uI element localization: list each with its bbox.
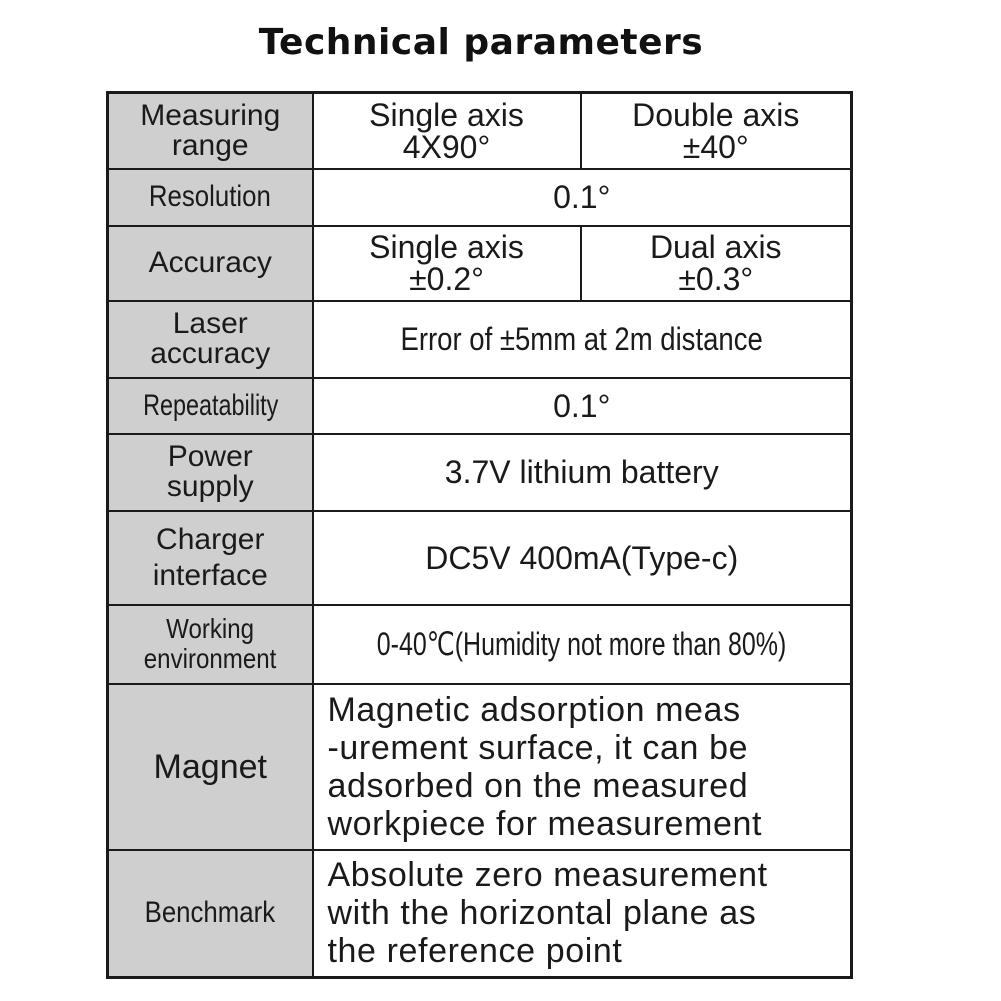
- value-line: with the horizontal plane as: [327, 894, 757, 933]
- table-row: [108, 684, 852, 850]
- value-line: Absolute zero measurement: [327, 856, 768, 895]
- value-line: Magnetic adsorption meas: [327, 690, 741, 729]
- repeatability-value: 0.1°: [313, 378, 852, 434]
- magnet-value: [313, 684, 852, 850]
- label-line: supply: [166, 470, 254, 503]
- value-line: workpiece for measurement: [327, 804, 763, 843]
- resolution-value: 0.1°: [313, 169, 852, 226]
- value-line: 4X90°: [402, 128, 491, 165]
- charger-interface-value: DC5V 400mA(Type-c): [313, 511, 852, 605]
- label-text: Resolution: [149, 180, 272, 213]
- power-supply-value: 3.7V lithium battery: [313, 434, 852, 511]
- value-line: Single axis: [369, 229, 524, 265]
- power-supply-label: [108, 434, 313, 511]
- working-environment-value: [313, 605, 852, 684]
- benchmark-label: [108, 850, 313, 978]
- table-row: [108, 301, 852, 378]
- label-line: accuracy: [150, 337, 271, 370]
- measuring-range-double-axis: [581, 93, 852, 169]
- accuracy-dual-axis: [581, 226, 852, 301]
- value-line: -urement surface, it can be: [327, 728, 749, 767]
- value-line: Dual axis: [649, 229, 782, 265]
- table-row: [108, 605, 852, 684]
- repeatability-label: [108, 378, 313, 434]
- label-line: Power: [167, 440, 253, 473]
- label-line: range: [171, 128, 249, 162]
- label-text: Benchmark: [144, 896, 276, 930]
- value-text: 0-40℃(Humidity not more than 80%): [376, 626, 787, 662]
- table-row: [108, 226, 852, 301]
- spec-table: [106, 91, 853, 979]
- value-line: the reference point: [327, 932, 623, 971]
- laser-accuracy-label: [108, 301, 313, 378]
- table-row: [108, 378, 852, 434]
- label-line: interface: [152, 558, 268, 592]
- laser-accuracy-value: [313, 301, 852, 378]
- accuracy-single-axis: [313, 226, 581, 301]
- benchmark-value: [313, 850, 852, 978]
- page-title: Technical parameters: [258, 22, 704, 63]
- label-line: [109, 614, 312, 644]
- label-line: Measuring: [140, 98, 281, 132]
- label-line: Charger: [156, 522, 265, 556]
- resolution-label: [108, 169, 313, 226]
- measuring-range-label: [108, 93, 313, 169]
- table-row: [108, 93, 852, 169]
- measuring-range-single-axis: [313, 93, 581, 169]
- value-line: ±0.2°: [409, 261, 484, 297]
- value-line: ±40°: [682, 128, 749, 165]
- working-environment-label: [108, 605, 313, 684]
- table-row: [108, 169, 852, 226]
- label-text: environment: [143, 643, 277, 674]
- table-row: [108, 511, 852, 605]
- label-text: Repeatability: [142, 388, 278, 422]
- magnet-label: Magnet: [108, 684, 313, 850]
- charger-interface-label: [108, 511, 313, 605]
- value-line: Double axis: [632, 96, 800, 133]
- accuracy-label: Accuracy: [108, 226, 313, 301]
- value-line: adsorbed on the measured: [327, 766, 749, 805]
- value-text: Error of ±5mm at 2m distance: [400, 321, 763, 357]
- value-line: Single axis: [369, 96, 524, 133]
- value-line: ±0.3°: [678, 261, 754, 297]
- label-line: Laser: [172, 307, 248, 340]
- label-line: [109, 644, 312, 674]
- table-row: [108, 850, 852, 978]
- table-row: [108, 434, 852, 511]
- label-text: Working: [166, 613, 255, 644]
